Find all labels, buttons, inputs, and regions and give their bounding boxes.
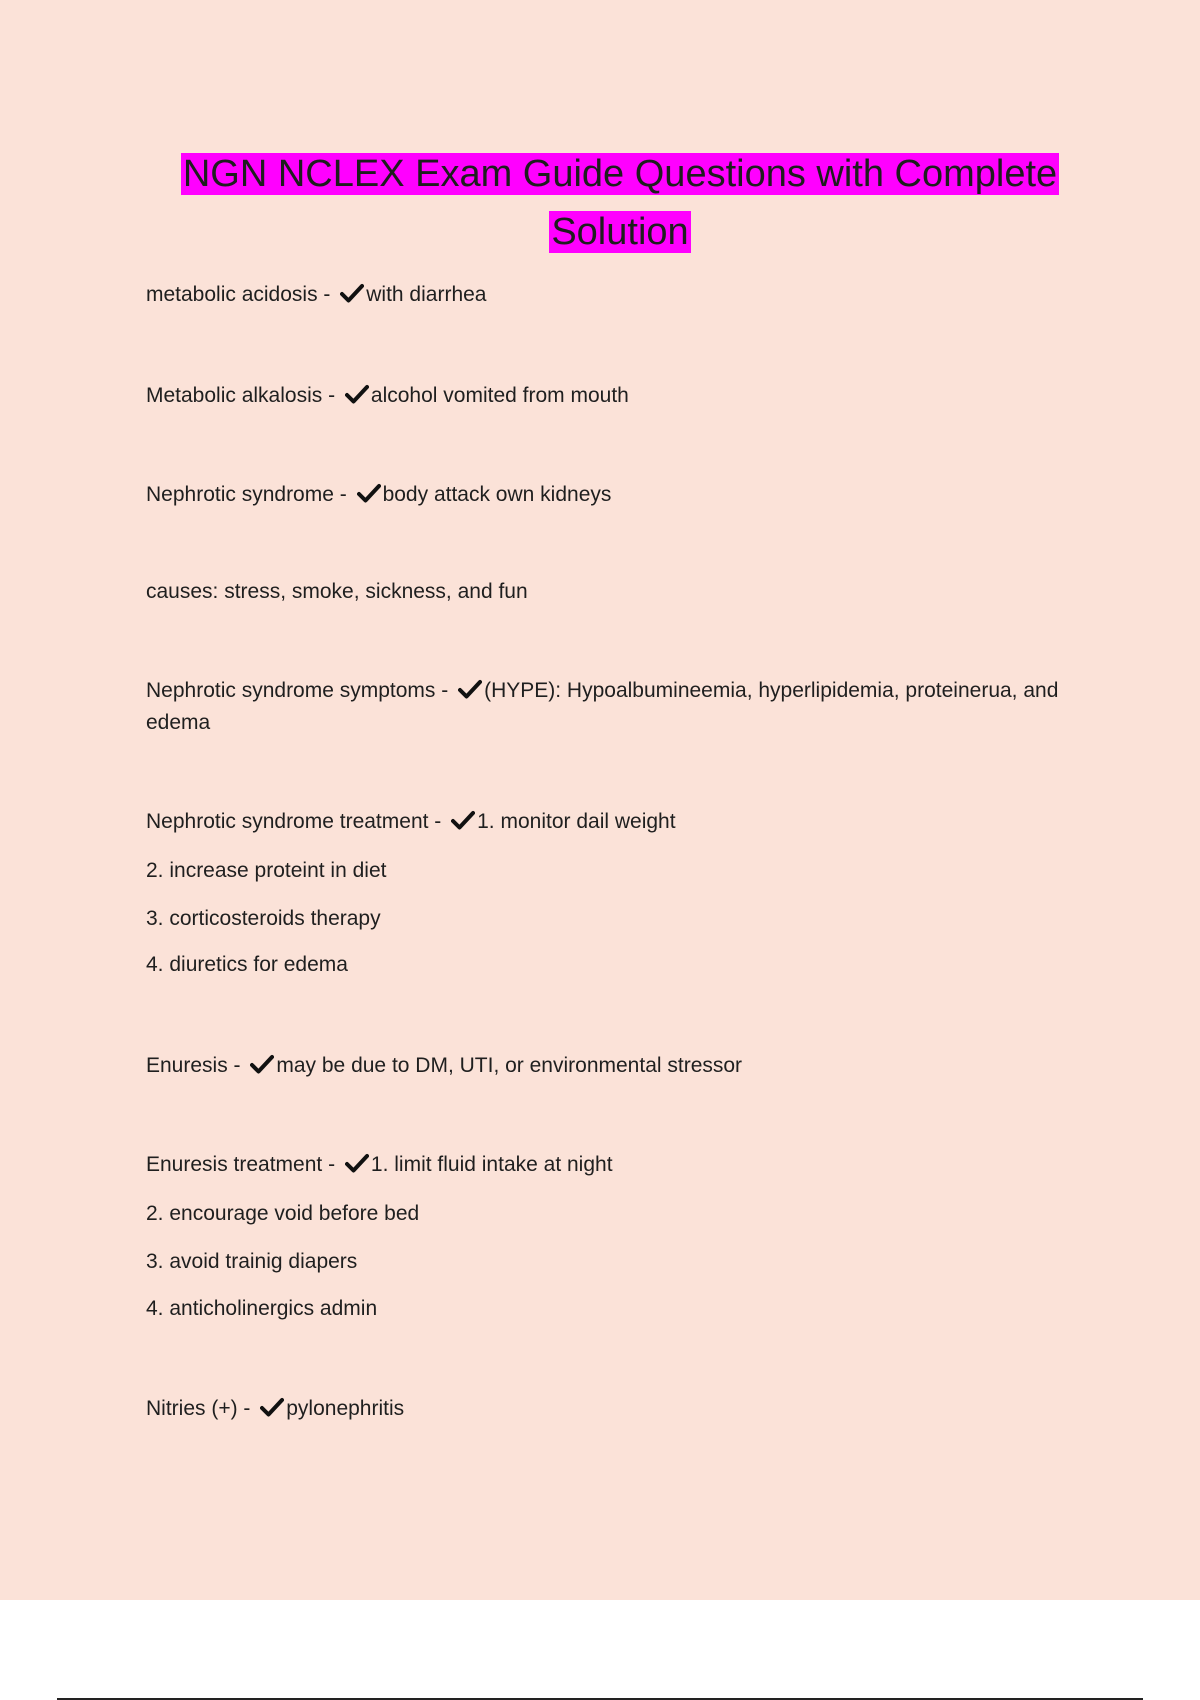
checkmark-icon [357, 483, 381, 503]
list-item: 4. diuretics for edema [146, 953, 348, 976]
title-line-2: Solution [551, 211, 689, 253]
entry-term: Nephrotic syndrome treatment - [146, 810, 448, 833]
entry-nephrotic-symptoms [146, 675, 1076, 739]
entry-answer: may be due to DM, UTI, or environmental stressor [276, 1054, 743, 1077]
list-item: 3. avoid trainig diapers [146, 1250, 358, 1273]
checkmark-icon [345, 384, 369, 404]
list-item: 3. corticosteroids therapy [146, 907, 381, 930]
list-item: 2. increase proteint in diet [146, 859, 387, 882]
entry-nephrotic-syndrome [146, 479, 611, 511]
entry-term: Enuresis treatment - [146, 1153, 341, 1176]
entry-text: causes: stress, smoke, sickness, and fun [146, 580, 528, 603]
entry-metabolic-alkalosis [146, 380, 629, 412]
entry-term: Nitries (+) - [146, 1397, 257, 1420]
entry-term: Nephrotic syndrome symptoms - [146, 679, 455, 702]
entry-enuresis [146, 1050, 742, 1082]
entry-metabolic-acidosis [146, 279, 486, 311]
entry-causes [146, 576, 528, 608]
entry-term: Enuresis - [146, 1054, 247, 1077]
checkmark-icon [451, 810, 475, 830]
entry-nephrotic-treatment [146, 806, 676, 838]
list-item: 4. anticholinergics admin [146, 1297, 378, 1320]
entry-nitries [146, 1393, 404, 1425]
entry-term: metabolic acidosis - [146, 283, 337, 306]
entry-enuresis-treatment [146, 1149, 613, 1181]
checkmark-icon [260, 1397, 284, 1417]
entry-answer: (HYPE): Hypoalbumineemia, hyperlipidemia, proteinerua, and edema [146, 679, 1059, 734]
entry-answer: 1. limit fluid intake at night [370, 1153, 613, 1176]
entry-answer: alcohol vomited from mouth [370, 384, 629, 407]
checkmark-icon [345, 1153, 369, 1173]
document-title [120, 145, 1120, 261]
checkmark-icon [250, 1054, 274, 1074]
checkmark-icon [458, 679, 482, 699]
entry-answer: pylonephritis [286, 1397, 405, 1420]
entry-answer: body attack own kidneys [382, 483, 612, 506]
entry-term: Metabolic alkalosis - [146, 384, 341, 407]
entry-answer: with diarrhea [366, 283, 487, 306]
title-line-1: NGN NCLEX Exam Guide Questions with Complete [182, 153, 1058, 195]
list-item: 2. encourage void before bed [146, 1202, 420, 1225]
entry-answer: 1. monitor dail weight [477, 810, 676, 833]
entry-term: Nephrotic syndrome - [146, 483, 353, 506]
checkmark-icon [340, 283, 364, 303]
